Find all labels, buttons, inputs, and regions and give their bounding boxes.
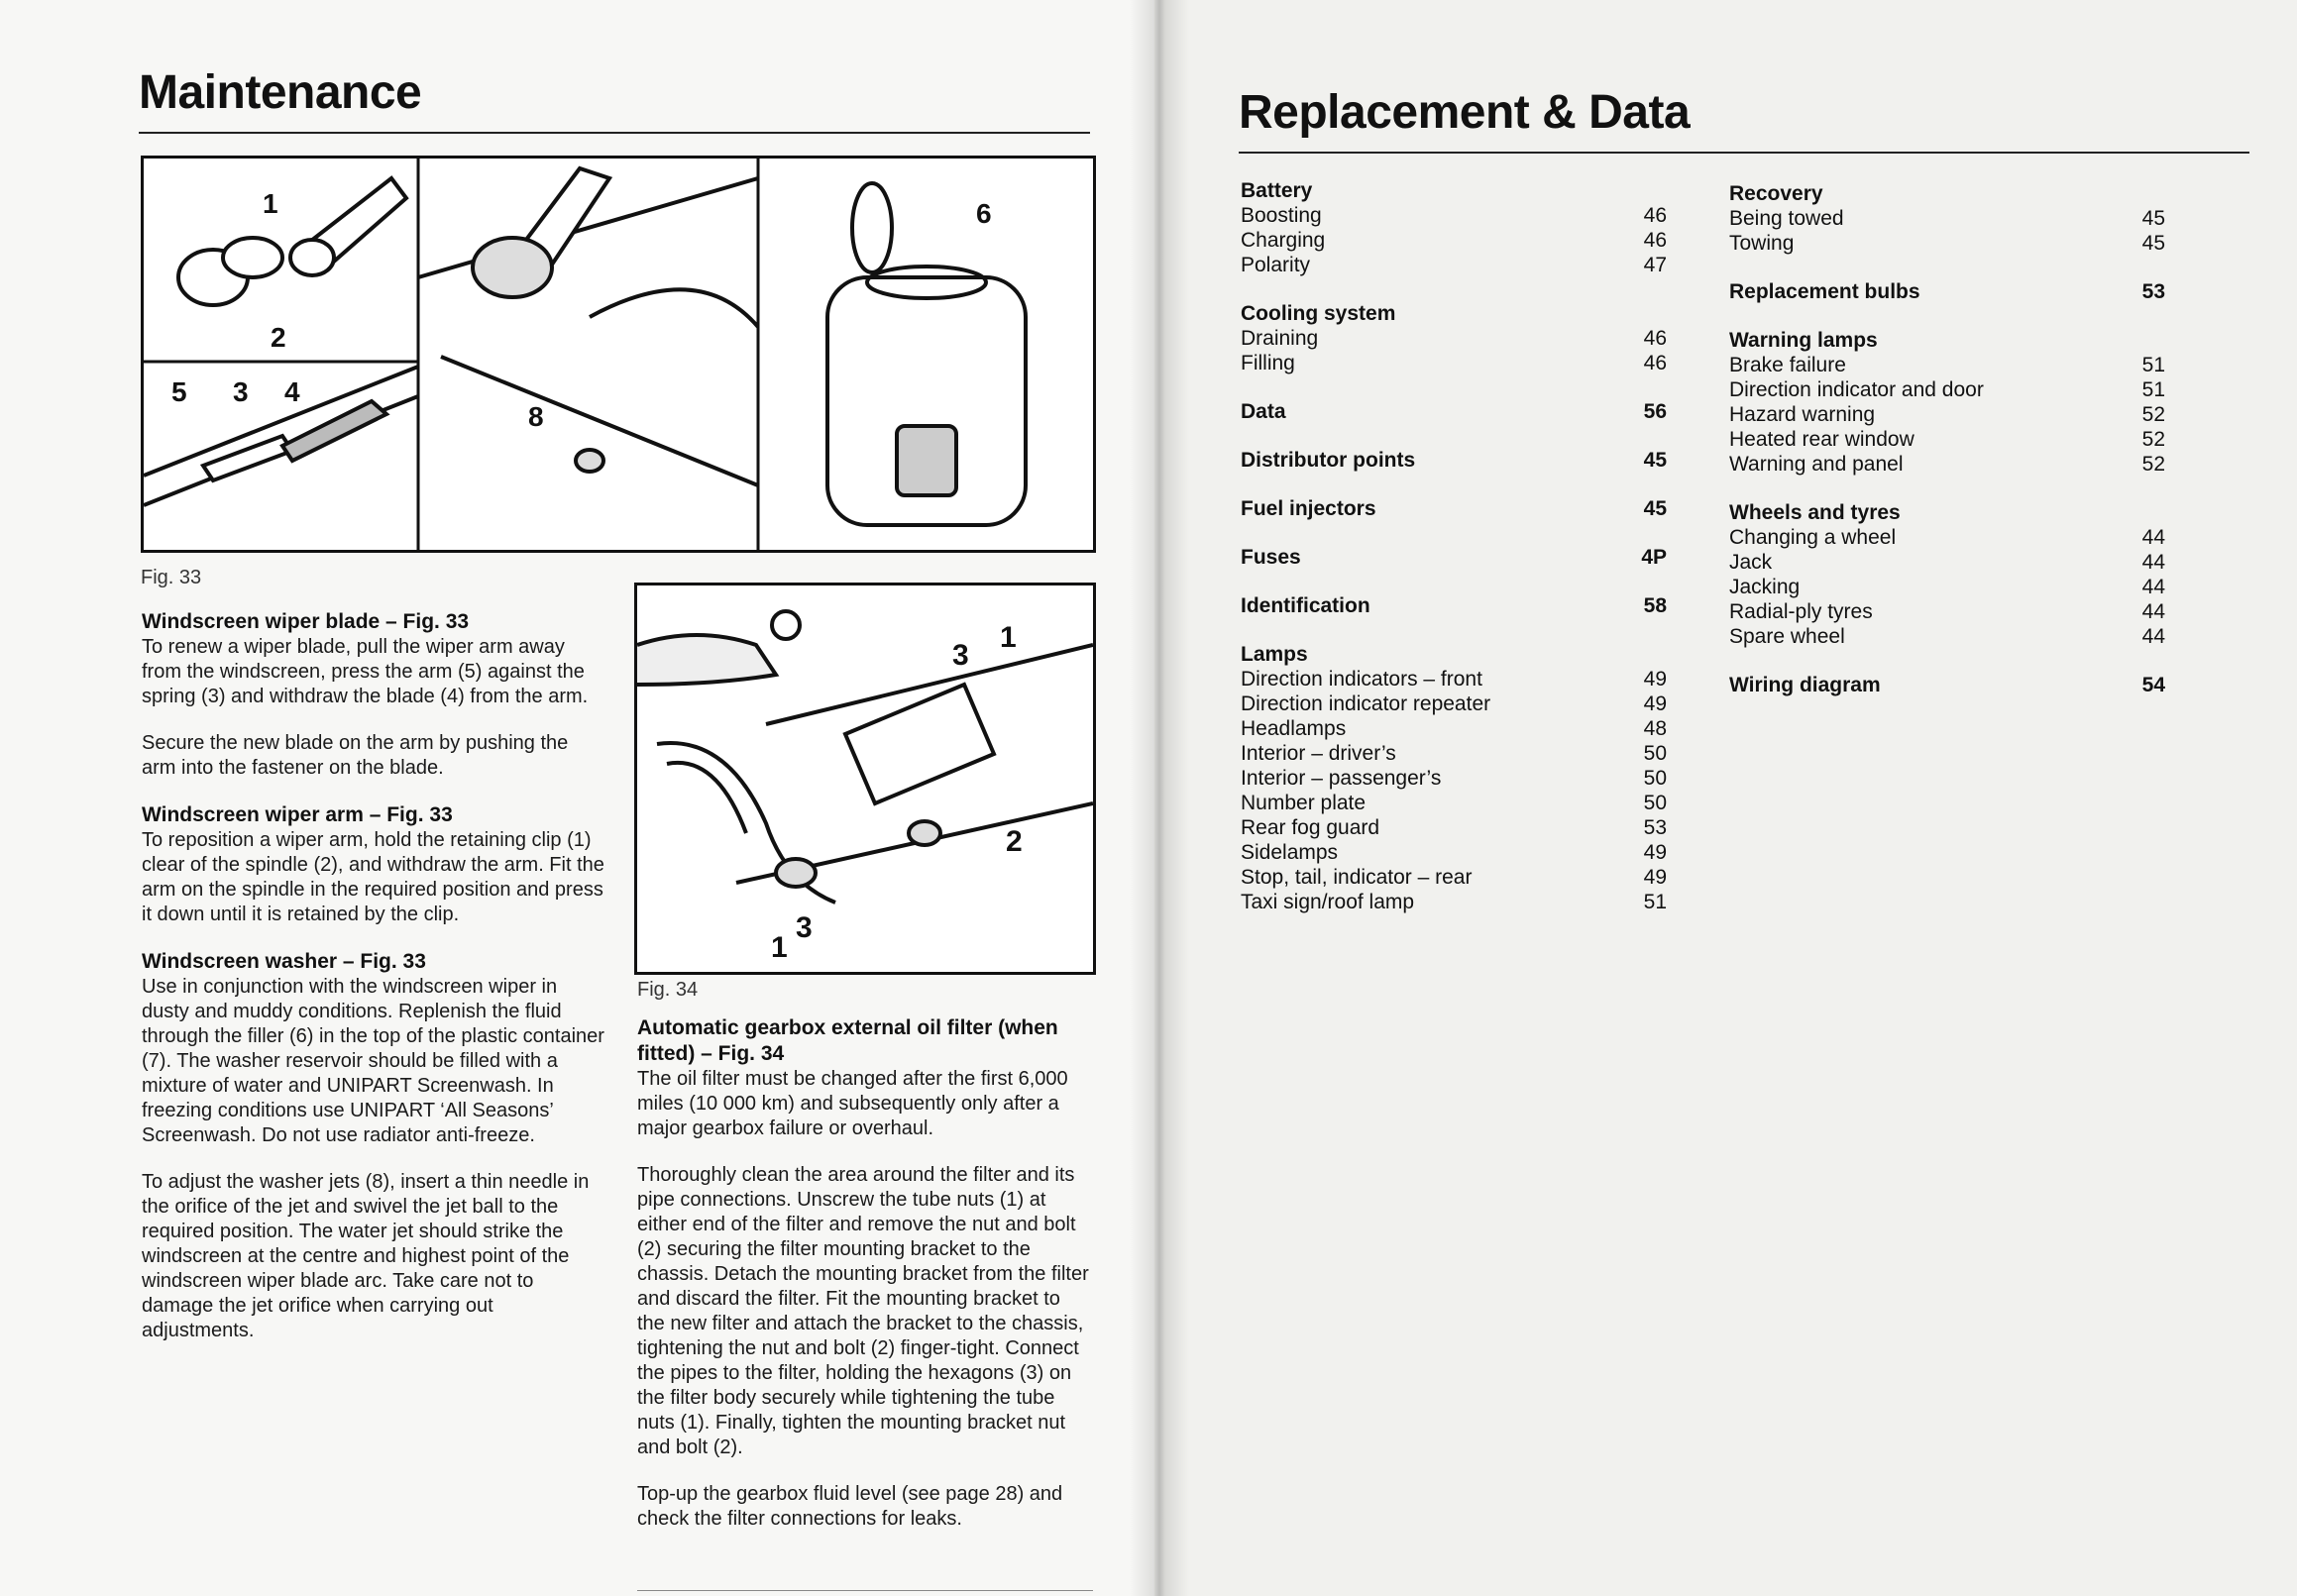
section-wiper-blade bbox=[142, 609, 607, 781]
index-item-label: Heated rear window bbox=[1729, 428, 1914, 451]
fig34-callout-1b: 1 bbox=[771, 931, 788, 964]
figure-34-caption: Fig. 34 bbox=[637, 979, 699, 1001]
callout-6: 6 bbox=[976, 198, 992, 229]
index-page-number: 51 bbox=[2141, 354, 2165, 376]
index-group bbox=[1241, 496, 1667, 521]
figure-34-illustration bbox=[637, 585, 1093, 972]
index-page-number bbox=[1627, 178, 1667, 203]
index-page-number bbox=[1627, 301, 1667, 326]
index-item bbox=[1729, 353, 2165, 377]
index-heading-label: Data bbox=[1241, 400, 1286, 423]
index-item bbox=[1729, 550, 2165, 575]
index-item bbox=[1729, 377, 2165, 402]
index-heading bbox=[1241, 593, 1667, 618]
index-item bbox=[1729, 575, 2165, 599]
index-item-label: Stop, tail, indicator – rear bbox=[1241, 866, 1473, 889]
index-item-label: Taxi sign/roof lamp bbox=[1241, 891, 1415, 913]
index-item-label: Direction indicator repeater bbox=[1241, 692, 1491, 715]
index-item bbox=[1729, 231, 2165, 256]
index-group bbox=[1729, 279, 2165, 304]
index-item-label: Jacking bbox=[1729, 576, 1801, 598]
index-item bbox=[1729, 452, 2165, 477]
right-page bbox=[1154, 0, 2297, 1596]
index-item-label: Hazard warning bbox=[1729, 403, 1876, 426]
callout-4: 4 bbox=[284, 376, 300, 407]
index-page-number: 51 bbox=[2141, 378, 2165, 401]
index-page-number bbox=[2126, 181, 2165, 206]
paragraph: To renew a wiper blade, pull the wiper arm away from the windscreen, press the arm (5) against the spring (3) and withdraw the blade (4) from the arm. bbox=[142, 636, 589, 707]
index-page-number: 52 bbox=[2141, 403, 2165, 426]
index-heading bbox=[1729, 328, 2165, 353]
index-item bbox=[1241, 840, 1667, 865]
index-item bbox=[1241, 228, 1667, 253]
index-page-number: 46 bbox=[1643, 327, 1667, 350]
callout-2: 2 bbox=[271, 322, 286, 353]
index-heading bbox=[1729, 279, 2165, 304]
section-wiper-arm bbox=[142, 802, 607, 927]
index-item bbox=[1241, 815, 1667, 840]
index-page-number: 49 bbox=[1643, 841, 1667, 864]
index-item bbox=[1241, 865, 1667, 890]
index-page-number: 44 bbox=[2141, 625, 2165, 648]
fig34-callout-3b: 3 bbox=[796, 911, 813, 944]
index-group bbox=[1241, 301, 1667, 375]
index-page-number: 45 bbox=[1643, 497, 1667, 520]
index-heading-label: Fuses bbox=[1241, 546, 1301, 569]
section-heading: Windscreen wiper blade – Fig. 33 bbox=[142, 610, 470, 633]
index-page-number: 48 bbox=[1643, 717, 1667, 740]
index-heading bbox=[1241, 399, 1667, 424]
figure-33-caption: Fig. 33 bbox=[141, 567, 202, 588]
index-item-label: Sidelamps bbox=[1241, 841, 1339, 864]
index-page-number: 50 bbox=[1643, 792, 1667, 814]
page-gutter bbox=[1130, 0, 1189, 1596]
index-item bbox=[1729, 206, 2165, 231]
index-item bbox=[1241, 667, 1667, 692]
paragraph: The oil filter must be changed after the first 6,000 miles (10 000 km) and subsequently only after a major gearbox failure or overhaul. bbox=[637, 1068, 1068, 1139]
index-page-number: 52 bbox=[2141, 453, 2165, 476]
index-page-number: 44 bbox=[2141, 526, 2165, 549]
figure-33-illustration bbox=[144, 159, 1093, 550]
index-item-label: Interior – driver’s bbox=[1241, 742, 1396, 765]
page-title: Replacement & Data bbox=[1239, 86, 1691, 139]
figure-34 bbox=[634, 583, 1096, 975]
index-item-label: Polarity bbox=[1241, 254, 1311, 276]
index-item-label: Boosting bbox=[1241, 204, 1322, 227]
index-item bbox=[1241, 791, 1667, 815]
section-heading: Windscreen wiper arm – Fig. 33 bbox=[142, 803, 453, 826]
index-item-label: Filling bbox=[1241, 352, 1295, 374]
fig34-callout-1: 1 bbox=[1000, 621, 1017, 654]
index-group bbox=[1729, 181, 2165, 256]
callout-8: 8 bbox=[528, 401, 544, 432]
index-item-label: Charging bbox=[1241, 229, 1326, 252]
page-title: Maintenance bbox=[139, 66, 422, 119]
index-item-label: Brake failure bbox=[1729, 354, 1846, 376]
paragraph: Top-up the gearbox fluid level (see page 28) and check the filter connections for leaks. bbox=[637, 1483, 1063, 1530]
index-item bbox=[1241, 716, 1667, 741]
index-group bbox=[1729, 673, 2165, 697]
index-heading-label: Recovery bbox=[1729, 182, 1823, 205]
index-item-label: Interior – passenger’s bbox=[1241, 767, 1442, 790]
index-column-right bbox=[1729, 181, 2165, 721]
section-washer bbox=[142, 949, 607, 1343]
paragraph: To adjust the washer jets (8), insert a thin needle in the orifice of the jet and swivel the jet ball to the required position. The water jet should strike the windscreen at the centre and highest point of the windscreen wiper blade arc. Take care not to damage the jet orifice when carrying out adjustments. bbox=[142, 1171, 590, 1341]
index-heading-label: Identification bbox=[1241, 594, 1370, 617]
index-group bbox=[1729, 500, 2165, 649]
index-item-label: Direction indicators – front bbox=[1241, 668, 1482, 691]
index-group bbox=[1241, 642, 1667, 914]
index-item bbox=[1241, 326, 1667, 351]
index-heading-label: Lamps bbox=[1241, 643, 1308, 666]
fig34-callout-3: 3 bbox=[952, 639, 969, 672]
index-item bbox=[1729, 427, 2165, 452]
index-page-number: 45 bbox=[2141, 207, 2165, 230]
index-heading-label: Wiring diagram bbox=[1729, 674, 1881, 696]
paragraph: Thoroughly clean the area around the filter and its pipe connections. Unscrew the tube nuts (1) at either end of the filter and remove the nut and bolt (2) securing the filter mounting bracket to the chassis. Detach the mounting bracket from the filter and discard the filter. Fit the mounting bracket to the new filter and attach the bracket to the chassis, tightening the nut and bolt (2) finger-tight. Connect the pipes to the filter, holding the hexagons (3) on the filter body securely while tightening the tube nuts (1). Finally, tighten the mounting bracket nut and bolt (2). bbox=[637, 1164, 1089, 1458]
index-page-number: 51 bbox=[1643, 891, 1667, 913]
index-page-number: 49 bbox=[1643, 668, 1667, 691]
index-column-left bbox=[1241, 178, 1667, 938]
index-heading bbox=[1241, 448, 1667, 473]
index-page-number bbox=[2126, 500, 2165, 525]
index-heading-label: Cooling system bbox=[1241, 302, 1396, 325]
section-heading: Automatic gearbox external oil filter (when fitted) – Fig. 34 bbox=[637, 1016, 1058, 1065]
index-item-label: Being towed bbox=[1729, 207, 1844, 230]
index-item-label: Number plate bbox=[1241, 792, 1367, 814]
index-item bbox=[1729, 624, 2165, 649]
index-group bbox=[1729, 328, 2165, 477]
index-item bbox=[1241, 692, 1667, 716]
index-item-label: Rear fog guard bbox=[1241, 816, 1380, 839]
index-group bbox=[1241, 448, 1667, 473]
index-item bbox=[1241, 890, 1667, 914]
index-item-label: Draining bbox=[1241, 327, 1319, 350]
index-page-number: 56 bbox=[1643, 400, 1667, 423]
index-page-number: 58 bbox=[1643, 594, 1667, 617]
index-item bbox=[1241, 203, 1667, 228]
index-page-number: 44 bbox=[2141, 551, 2165, 574]
index-item-label: Radial-ply tyres bbox=[1729, 600, 1873, 623]
index-heading bbox=[1241, 301, 1667, 326]
index-item bbox=[1241, 253, 1667, 277]
title-rule bbox=[139, 132, 1090, 134]
index-heading bbox=[1729, 500, 2165, 525]
index-item-label: Changing a wheel bbox=[1729, 526, 1897, 549]
fig34-callout-2: 2 bbox=[1006, 825, 1023, 858]
paragraph: To reposition a wiper arm, hold the retaining clip (1) clear of the spindle (2), and withdraw the arm. Fit the arm on the spindle in the required position and press it down until it is retained by the clip. bbox=[142, 829, 604, 925]
index-item-label: Warning and panel bbox=[1729, 453, 1904, 476]
paragraph: Secure the new blade on the arm by pushing the arm into the fastener on the blade. bbox=[142, 732, 569, 779]
index-group bbox=[1241, 399, 1667, 424]
index-heading-label: Wheels and tyres bbox=[1729, 501, 1901, 524]
index-group bbox=[1241, 178, 1667, 277]
index-item-label: Direction indicator and door bbox=[1729, 378, 1984, 401]
index-heading-label: Distributor points bbox=[1241, 449, 1416, 472]
index-page-number: 52 bbox=[2141, 428, 2165, 451]
index-page-number: 53 bbox=[2141, 280, 2165, 303]
section-oil-filter bbox=[637, 1015, 1093, 1532]
index-item bbox=[1729, 402, 2165, 427]
index-item-label: Towing bbox=[1729, 232, 1795, 255]
paragraph: Use in conjunction with the windscreen wiper in dusty and muddy conditions. Replenish the fluid through the filler (6) in the top of the plastic container (7). The washer reservoir should be filled with a mixture of water and UNIPART Screenwash. In freezing conditions use UNIPART ‘All Seasons’ Screenwash. Do not use radiator anti-freeze. bbox=[142, 976, 604, 1146]
index-page-number: 4P bbox=[1641, 546, 1667, 569]
index-heading bbox=[1729, 181, 2165, 206]
index-heading bbox=[1241, 178, 1667, 203]
index-page-number: 49 bbox=[1643, 692, 1667, 715]
index-item bbox=[1729, 599, 2165, 624]
index-page-number: 46 bbox=[1643, 352, 1667, 374]
index-page-number bbox=[1627, 642, 1667, 667]
index-heading bbox=[1241, 545, 1667, 570]
callout-3: 3 bbox=[233, 376, 249, 407]
index-page-number: 45 bbox=[1643, 449, 1667, 472]
section-heading: Windscreen washer – Fig. 33 bbox=[142, 950, 426, 973]
index-page-number: 44 bbox=[2141, 600, 2165, 623]
index-heading bbox=[1241, 496, 1667, 521]
left-column-1 bbox=[142, 609, 607, 1365]
index-page-number: 46 bbox=[1643, 229, 1667, 252]
index-page-number: 46 bbox=[1643, 204, 1667, 227]
callout-1: 1 bbox=[263, 188, 278, 219]
index-page-number: 49 bbox=[1643, 866, 1667, 889]
index-page-number: 47 bbox=[1643, 254, 1667, 276]
index-heading-label: Warning lamps bbox=[1729, 329, 1878, 352]
bottom-rule bbox=[637, 1590, 1093, 1591]
index-heading-label: Replacement bulbs bbox=[1729, 280, 1920, 303]
index-page-number bbox=[2126, 328, 2165, 353]
index-heading-label: Battery bbox=[1241, 179, 1313, 202]
index-item-label: Headlamps bbox=[1241, 717, 1347, 740]
index-page-number: 54 bbox=[2141, 674, 2165, 696]
index-page-number: 44 bbox=[2141, 576, 2165, 598]
index-item bbox=[1241, 741, 1667, 766]
index-item-label: Spare wheel bbox=[1729, 625, 1845, 648]
index-page-number: 50 bbox=[1643, 742, 1667, 765]
callout-5: 5 bbox=[171, 376, 187, 407]
index-heading bbox=[1729, 673, 2165, 697]
title-rule bbox=[1239, 152, 2249, 154]
index-item bbox=[1729, 525, 2165, 550]
index-page-number: 45 bbox=[2141, 232, 2165, 255]
left-column-2 bbox=[637, 1015, 1093, 1553]
index-item bbox=[1241, 766, 1667, 791]
index-page-number: 53 bbox=[1643, 816, 1667, 839]
figure-33 bbox=[141, 156, 1096, 553]
index-item-label: Jack bbox=[1729, 551, 1773, 574]
index-item bbox=[1241, 351, 1667, 375]
index-group bbox=[1241, 593, 1667, 618]
index-page-number: 50 bbox=[1643, 767, 1667, 790]
index-heading-label: Fuel injectors bbox=[1241, 497, 1376, 520]
index-heading bbox=[1241, 642, 1667, 667]
index-group bbox=[1241, 545, 1667, 570]
